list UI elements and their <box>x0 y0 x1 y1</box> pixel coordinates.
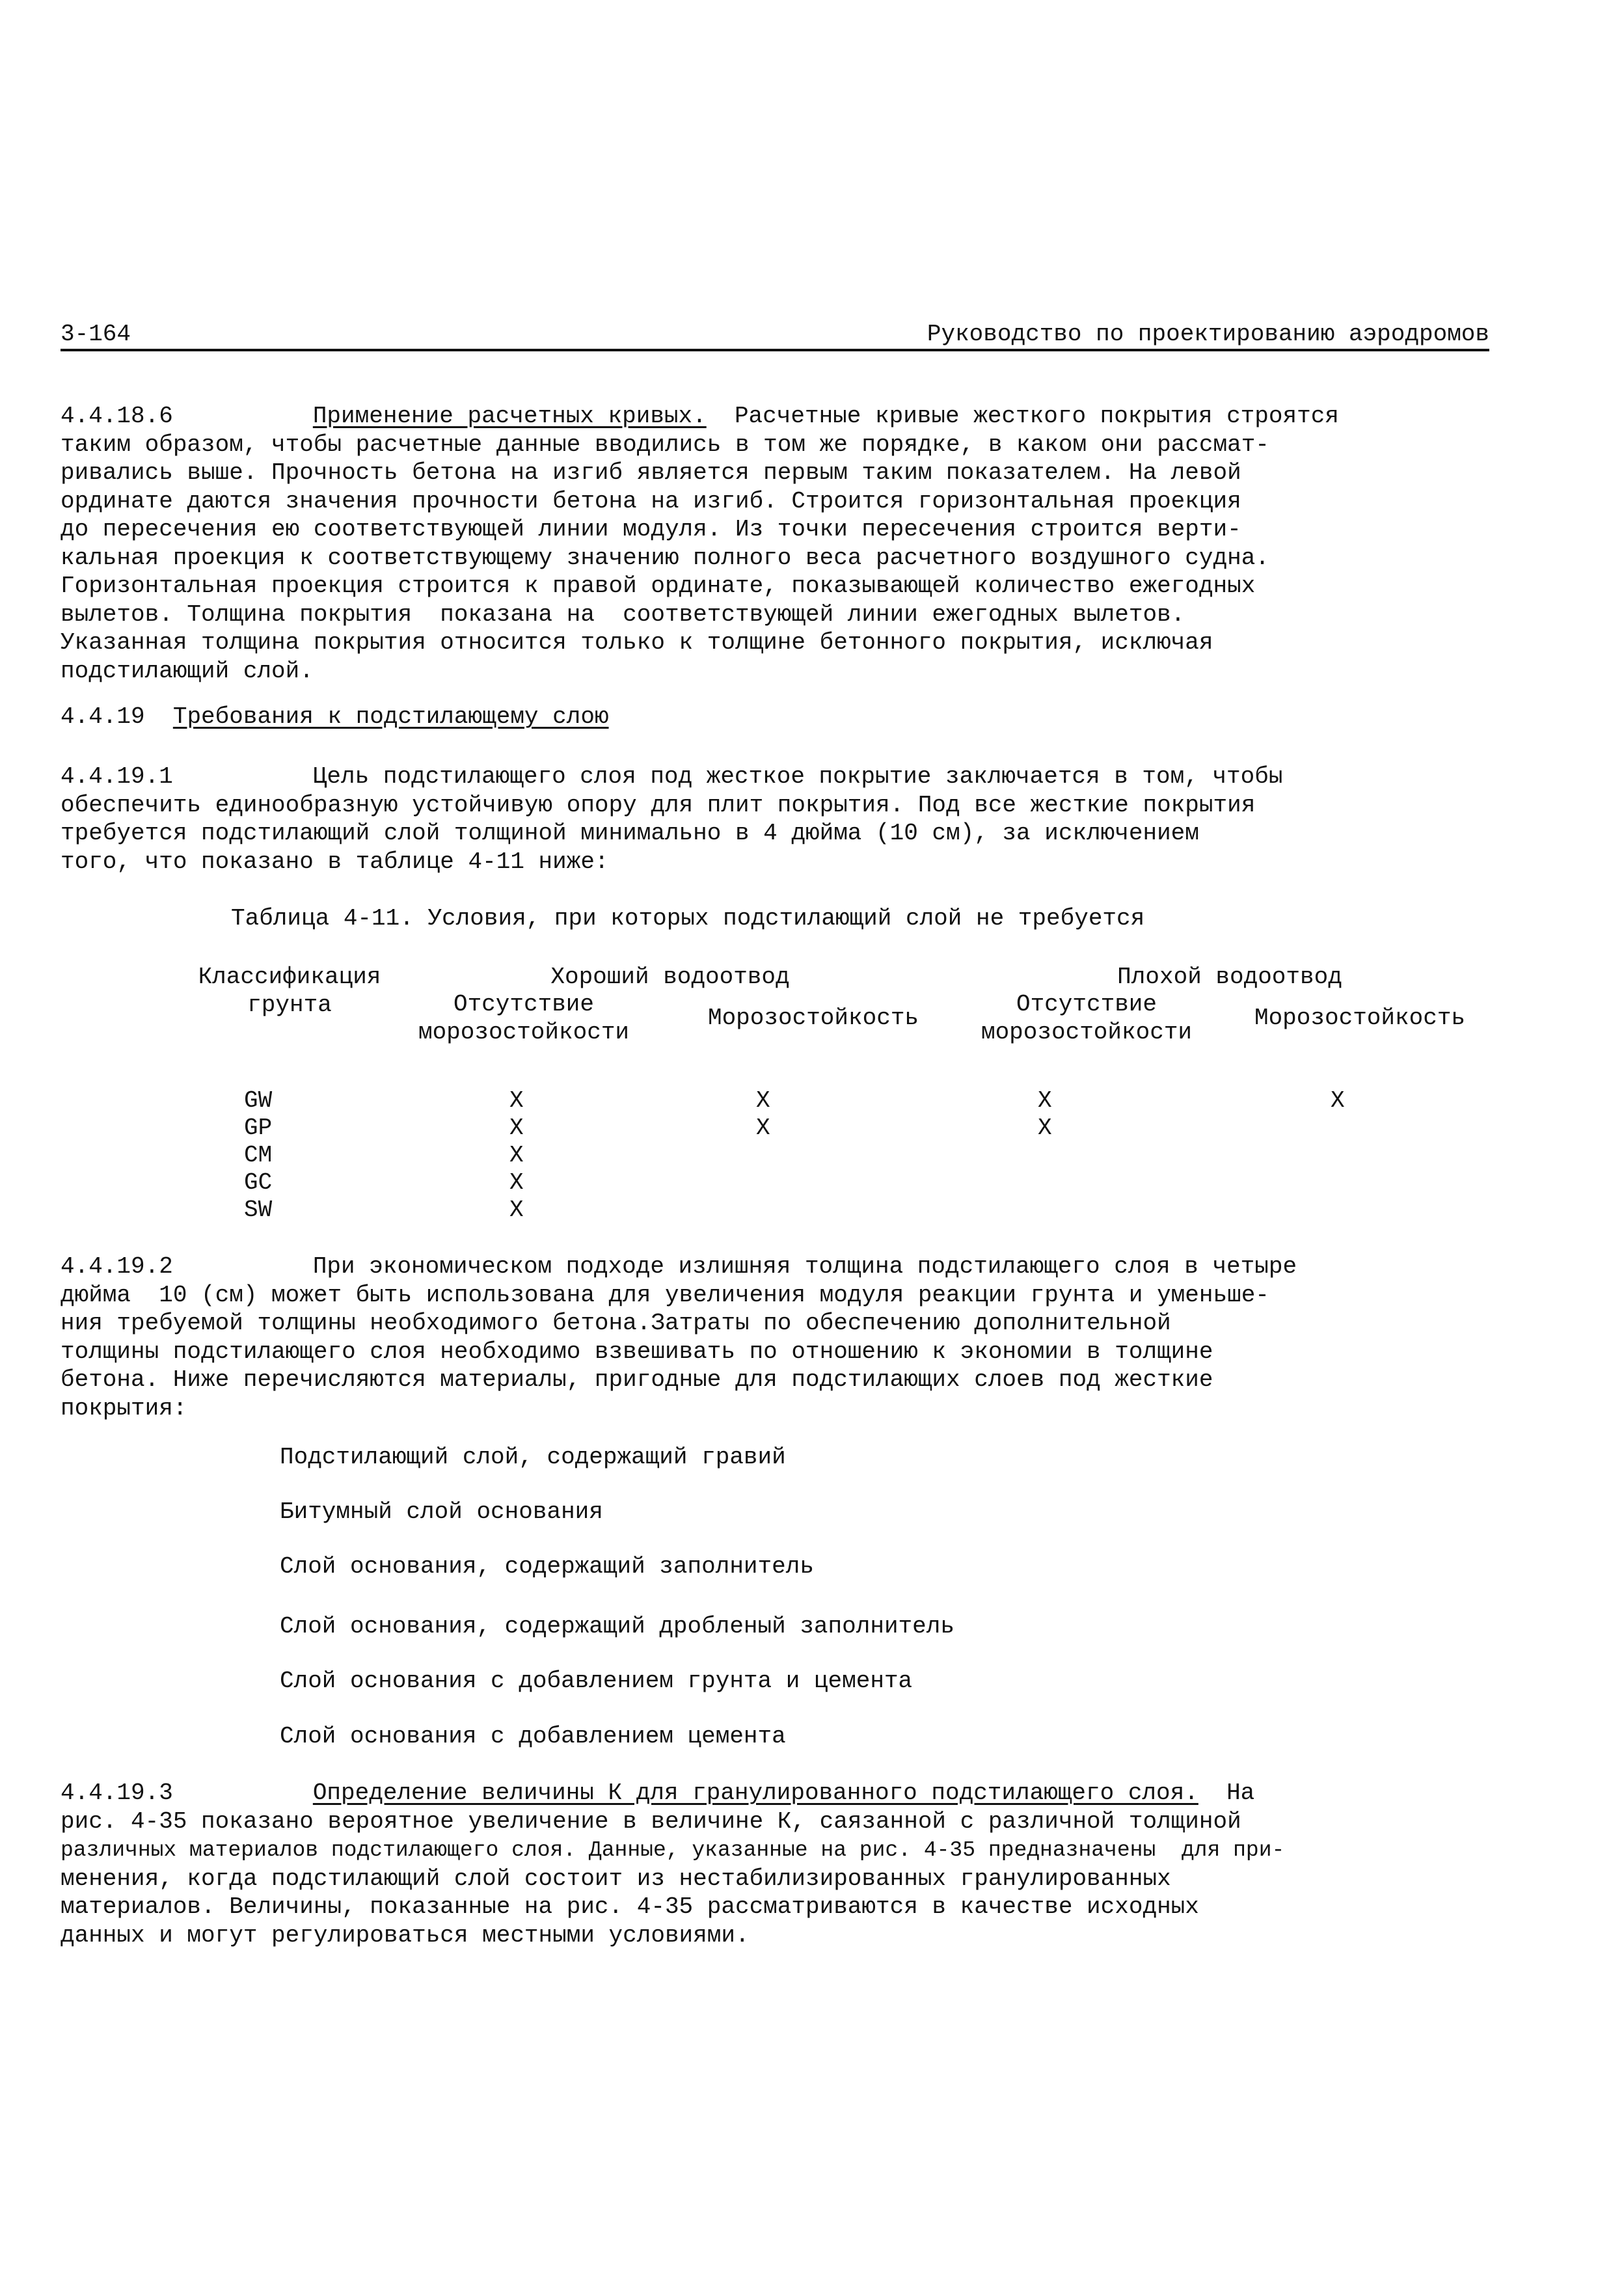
running-title: Руководство по проектированию аэродромов <box>927 321 1489 347</box>
table-cell: X <box>509 1197 524 1223</box>
text-line: дюйма 10 (см) может быть использована для увеличения модуля реакции грунта и уменьше- <box>61 1281 1269 1308</box>
text-line: материалов. Величины, показанные на рис. 4-35 рассматриваются в качестве исходных <box>61 1893 1199 1920</box>
text-line: бетона. Ниже перечисляются материалы, пригодные для подстилающих слоев под жесткие <box>61 1366 1213 1393</box>
text-line: данных и могут регулироваться местными условиями. <box>61 1921 750 1949</box>
text-line: ривались выше. Прочность бетона на изгиб является первым таким показателем. На левой <box>61 459 1241 486</box>
table-cell-soil: GC <box>244 1169 273 1196</box>
table-cell: X <box>1038 1087 1052 1114</box>
table-cell: X <box>756 1115 770 1141</box>
section-heading: Определение величины К для гранулированного подстилающего слоя. <box>312 1780 1198 1806</box>
text-line: Указанная толщина покрытия относится только к толщине бетонного покрытия, исключая <box>61 629 1213 656</box>
section-number: 4.4.19.1 <box>61 763 173 790</box>
table-cell: X <box>1331 1087 1345 1114</box>
list-item: Слой основания, содержащий заполнитель <box>280 1553 814 1580</box>
col-header-frost-good: Морозостойкость <box>707 1005 919 1031</box>
text-line: Горизонтальная проекция строится к правой ординате, показывающей количество ежегодных <box>61 573 1256 599</box>
text-line: рис. 4-35 показано вероятное увеличение в величине К, саязанной с различной толщиной <box>61 1808 1241 1835</box>
col-header-soil: Классификация грунта <box>198 964 381 1018</box>
col-header-no-frost-poor: Отсутствие морозостойкости <box>981 991 1193 1046</box>
text-line: ния требуемой толщины необходимого бетона.Затраты по обеспечению дополнительной <box>61 1310 1171 1336</box>
text-line: требуется подстилающий слой толщиной минимально в 4 дюйма (10 см), за исключением <box>61 820 1199 847</box>
text-line: кальная проекция к соответствующему значению полного веса расчетного воздушного судна. <box>61 544 1269 571</box>
table-cell-soil: SW <box>244 1197 273 1223</box>
table-cell-soil: GP <box>244 1115 273 1141</box>
list-item: Подстилающий слой, содержащий гравий <box>280 1444 786 1471</box>
text-line: вылетов. Толщина покрытия показана на соответствующей линии ежегодных вылетов. <box>61 601 1185 628</box>
text-line: Расчетные кривые жесткого покрытия строятся <box>734 403 1339 429</box>
table-caption: Таблица 4-11. Условия, при которых подстилающий слой не требуется <box>231 905 1145 932</box>
col-header-frost-poor: Морозостойкость <box>1254 1005 1466 1031</box>
table-cell: X <box>1038 1115 1052 1141</box>
table-cell: X <box>509 1142 524 1169</box>
paragraph-4-4-19-3 <box>61 1779 1498 1949</box>
paragraph-4-4-19-2 <box>61 1253 1498 1422</box>
text-line: подстилающий слой. <box>61 657 314 685</box>
text-line: На <box>1226 1780 1255 1806</box>
table-cell-soil: CM <box>244 1142 273 1169</box>
section-number: 4.4.19 <box>61 703 145 730</box>
text-line: толщины подстилающего слоя необходимо взвешивать по отношению к экономии в толщине <box>61 1338 1213 1365</box>
col-header-no-frost-good: Отсутствие морозостойкости <box>418 991 630 1046</box>
text-line: Цель подстилающего слоя под жесткое покрытие заключается в том, чтобы <box>312 763 1283 790</box>
page-number: 3-164 <box>61 321 131 347</box>
paragraph-4-4-19-1 <box>61 763 1498 876</box>
section-number: 4.4.19.3 <box>61 1780 173 1806</box>
text-line: того, что показано в таблице 4-11 ниже: <box>61 848 609 875</box>
text-line: ординате даются значения прочности бетона на изгиб. Строится горизонтальная проекция <box>61 487 1241 515</box>
text-line: до пересечения ею соответствующей линии модуля. Из точки пересечения строится верти- <box>61 516 1241 543</box>
text-line: различных материалов подстилающего слоя. Данные, указанные на рис. 4-35 предназначены для при- <box>61 1838 1285 1862</box>
section-heading: Требования к подстилающему слою <box>172 703 609 730</box>
section-heading: Применение расчетных кривых. <box>312 403 707 429</box>
section-4-4-19 <box>61 703 1498 731</box>
section-number: 4.4.19.2 <box>61 1253 173 1280</box>
list-item: Слой основания с добавлением цемента <box>280 1723 786 1750</box>
page-header <box>61 320 1489 351</box>
table-cell-soil: GW <box>244 1087 273 1114</box>
group-header-good-drainage: Хороший водоотвод <box>550 964 790 990</box>
text-line: При экономическом подходе излишняя толщина подстилающего слоя в четыре <box>312 1253 1297 1280</box>
text-line: менения, когда подстилающий слой состоит из нестабилизированных гранулированных <box>61 1865 1171 1892</box>
group-header-poor-drainage: Плохой водоотвод <box>1117 964 1342 990</box>
table-cell: X <box>756 1087 770 1114</box>
list-item: Слой основания, содержащий дробленый заполнитель <box>280 1613 954 1640</box>
text-line: таким образом, чтобы расчетные данные вводились в том же порядке, в каком они рассмат- <box>61 431 1269 458</box>
section-number: 4.4.18.6 <box>61 403 173 429</box>
paragraph-4-4-18-6 <box>61 402 1498 685</box>
table-cell: X <box>509 1115 524 1141</box>
text-line: обеспечить единообразную устойчивую опору для плит покрытия. Под все жесткие покрытия <box>61 791 1256 819</box>
text-line: покрытия: <box>61 1394 187 1422</box>
list-item: Слой основания с добавлением грунта и цемента <box>280 1668 913 1694</box>
list-item: Битумный слой основания <box>280 1498 603 1525</box>
table-cell: X <box>509 1169 524 1196</box>
table-cell: X <box>509 1087 524 1114</box>
